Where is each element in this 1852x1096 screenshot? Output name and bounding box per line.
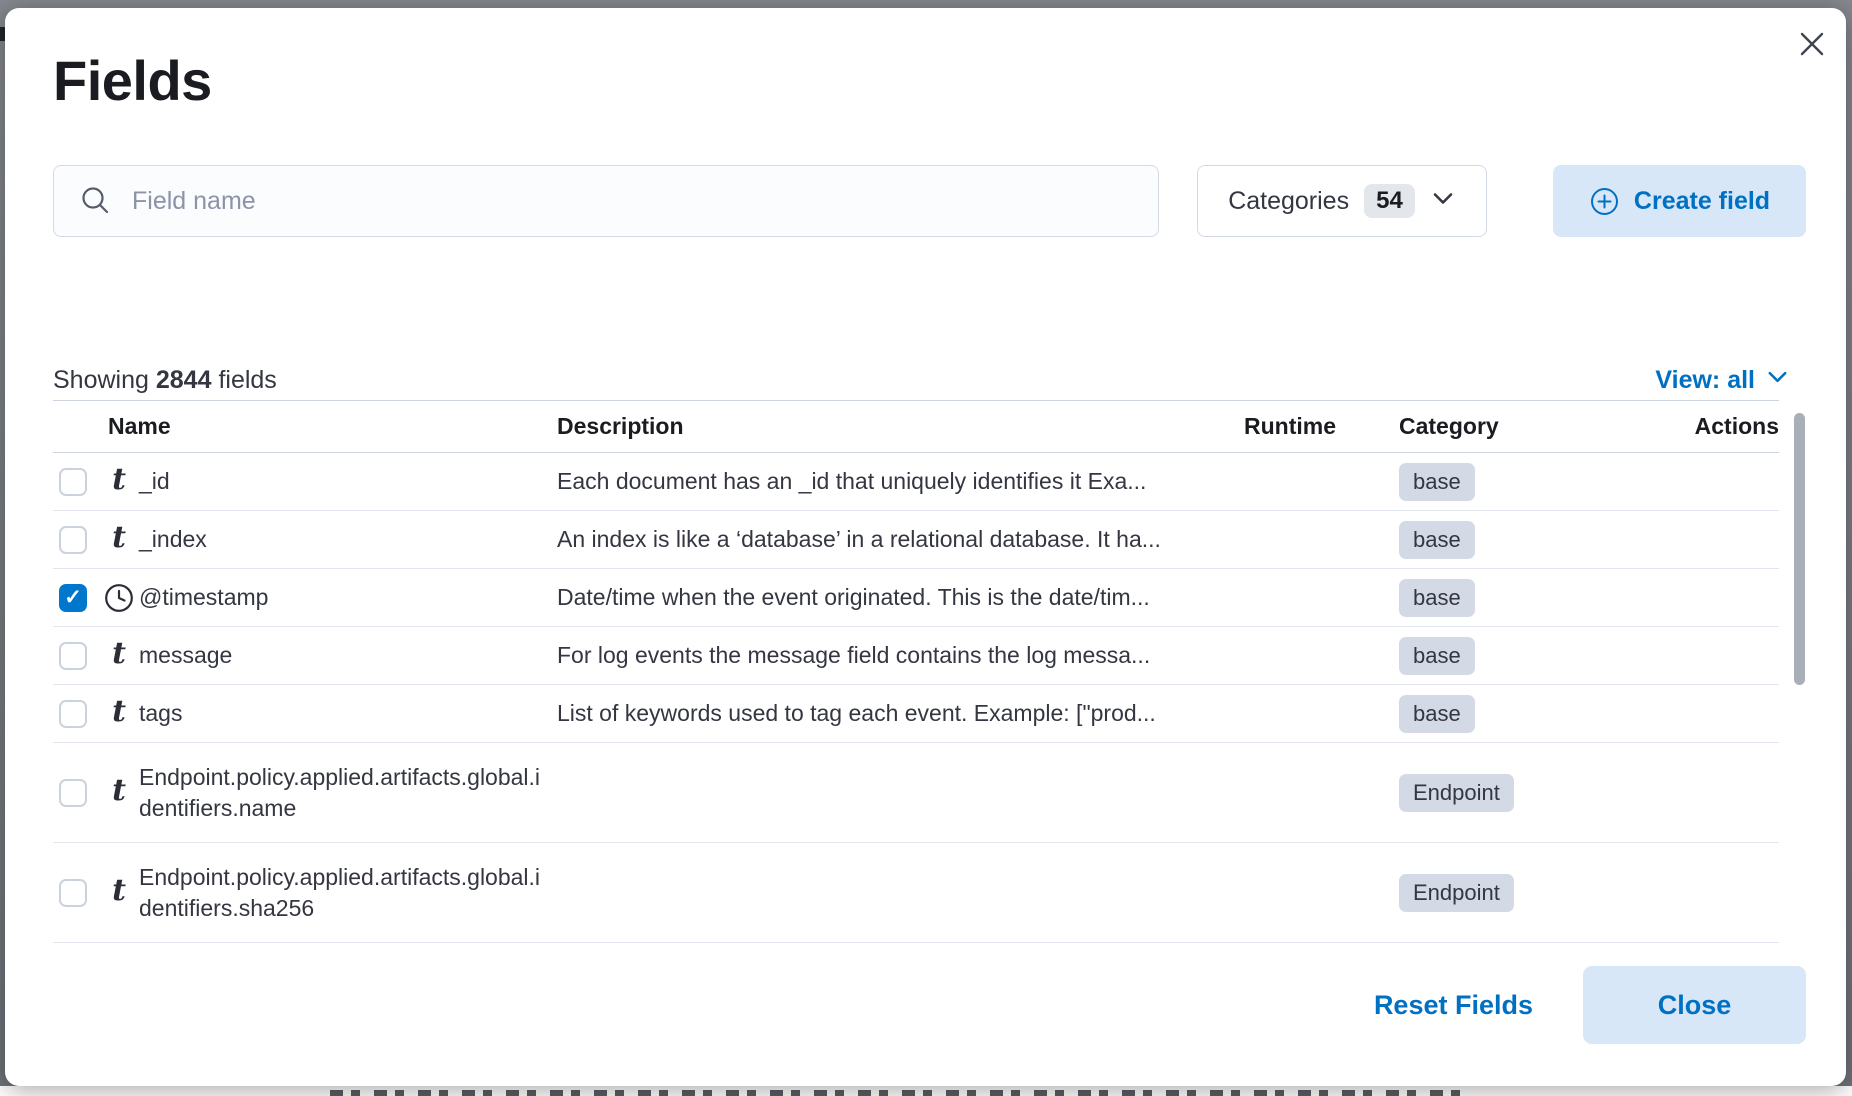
table-row (53, 569, 1779, 627)
toolbar (53, 165, 1806, 237)
field-description: List of keywords used to tag each event. Example: ["prod... (557, 700, 1156, 726)
field-description: Date/time when the event originated. This is the date/tim... (557, 584, 1150, 610)
table-header-row (53, 401, 1779, 453)
categories-dropdown[interactable] (1197, 165, 1487, 237)
search-icon (79, 184, 113, 223)
view-filter-dropdown[interactable] (1655, 364, 1790, 396)
field-name: tags (139, 700, 183, 726)
category-badge: base (1399, 463, 1475, 501)
category-badge: Endpoint (1399, 774, 1514, 812)
categories-label: Categories (1228, 186, 1350, 215)
column-header-category: Category (1399, 413, 1499, 439)
category-badge: Endpoint (1399, 874, 1514, 912)
search-field-wrap (53, 165, 1159, 237)
modal-footer (1374, 966, 1806, 1044)
clock-icon (103, 582, 135, 614)
column-header-runtime: Runtime (1244, 413, 1336, 439)
text-field-icon: t (112, 693, 126, 729)
field-name: message (139, 642, 233, 668)
row-checkbox[interactable] (59, 642, 87, 670)
category-badge: base (1399, 695, 1475, 733)
categories-count-badge: 54 (1364, 184, 1415, 218)
text-field-icon: t (112, 772, 126, 808)
text-field-icon: t (112, 461, 126, 497)
row-checkbox[interactable] (59, 468, 87, 496)
field-name: _index (139, 526, 207, 552)
row-checkbox[interactable] (59, 526, 87, 554)
row-checkbox[interactable] (59, 700, 87, 728)
fields-modal (5, 8, 1846, 1086)
create-field-button[interactable] (1553, 165, 1806, 237)
column-header-actions: Actions (1694, 413, 1779, 439)
close-button[interactable]: Close (1583, 966, 1806, 1044)
text-field-icon: t (112, 872, 126, 908)
plus-circle-icon (1589, 186, 1620, 217)
showing-count-text: Showing 2844 fields (53, 365, 277, 394)
table-row (53, 511, 1779, 569)
table-row (53, 453, 1779, 511)
view-filter-label: View: all (1655, 365, 1755, 394)
column-header-name: Name (108, 413, 171, 439)
row-checkbox[interactable] (59, 879, 87, 907)
chevron-down-icon (1430, 185, 1456, 218)
close-modal-button[interactable] (1790, 24, 1834, 68)
table-row (53, 743, 1779, 843)
row-checkbox[interactable] (59, 779, 87, 807)
category-badge: base (1399, 521, 1475, 559)
table-row (53, 685, 1779, 743)
row-checkbox[interactable] (59, 584, 87, 612)
table-scrollbar[interactable] (1794, 413, 1805, 685)
field-name: Endpoint.policy.applied.artifacts.global.identifiers.name (139, 763, 541, 821)
category-badge: base (1399, 637, 1475, 675)
page-behind-modal (0, 1086, 1852, 1096)
text-field-icon: t (112, 519, 126, 555)
text-field-icon: t (112, 635, 126, 671)
chevron-down-icon (1765, 364, 1790, 396)
category-badge: base (1399, 579, 1475, 617)
fields-table (53, 400, 1779, 943)
search-input[interactable] (53, 165, 1159, 237)
field-description: An index is like a ‘database’ in a relational database. It ha... (557, 526, 1161, 552)
field-name: _id (139, 468, 170, 494)
field-description: Each document has an _id that uniquely identifies it Exa... (557, 468, 1147, 494)
summary-row (53, 364, 1790, 396)
table-row (53, 627, 1779, 685)
close-icon (1797, 29, 1827, 64)
create-field-label: Create field (1633, 186, 1771, 215)
reset-fields-button[interactable]: Reset Fields (1373, 989, 1533, 1020)
clipped-background-text (330, 1090, 1460, 1096)
modal-title: Fields (53, 49, 212, 112)
field-name: @timestamp (139, 584, 269, 610)
fields-count: 2844 (155, 365, 212, 394)
field-description: For log events the message field contains the log messa... (557, 642, 1151, 668)
field-name: Endpoint.policy.applied.artifacts.global.identifiers.sha256 (139, 863, 541, 921)
column-header-description: Description (557, 413, 684, 439)
table-row (53, 843, 1779, 943)
